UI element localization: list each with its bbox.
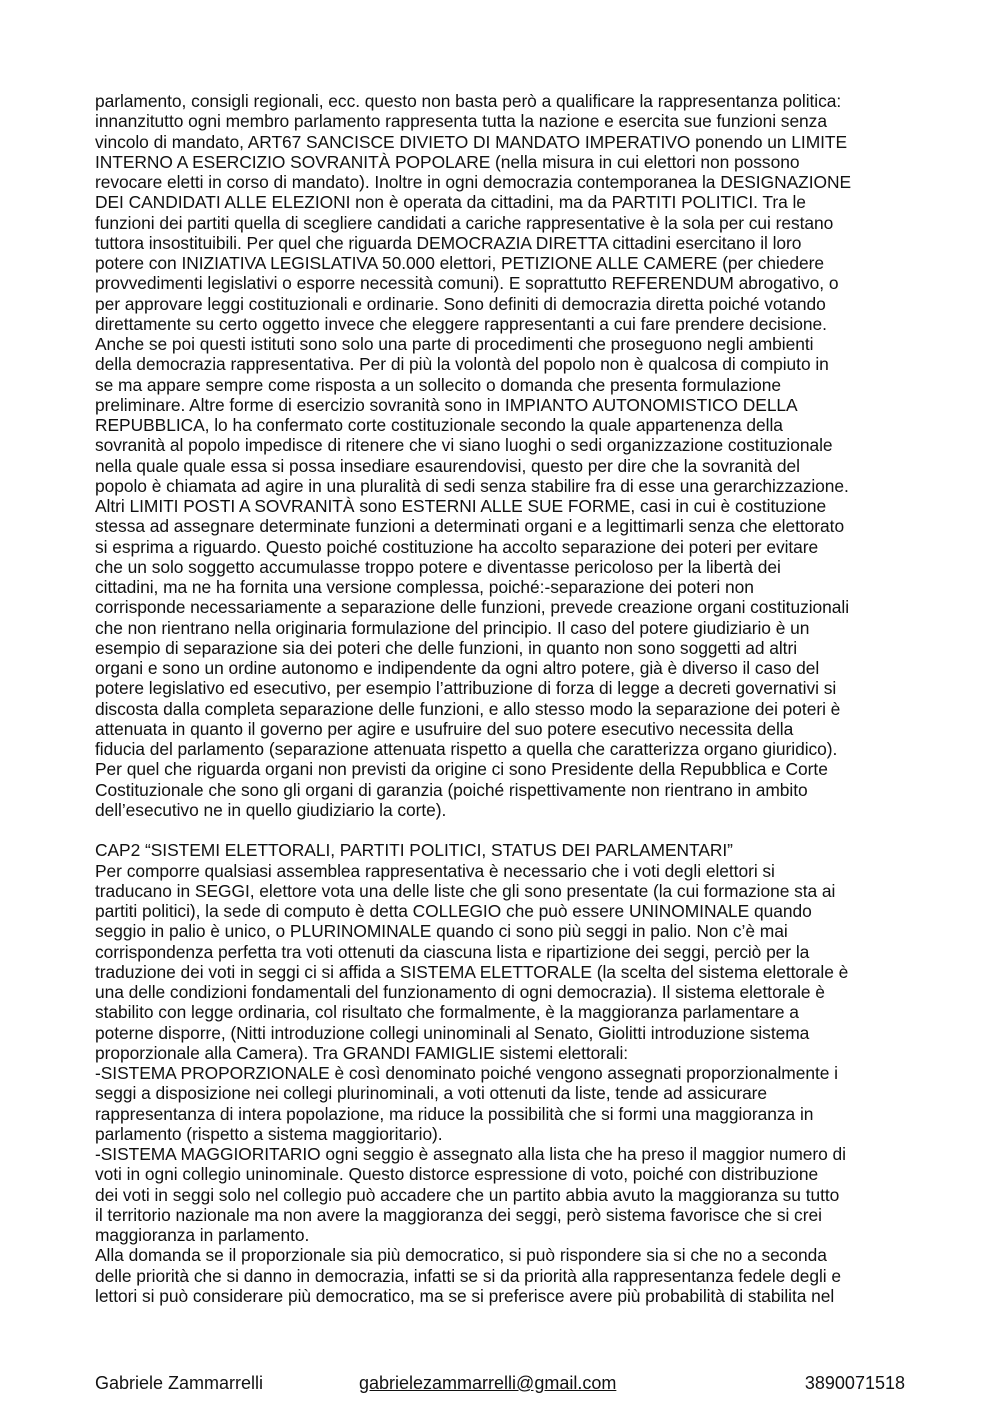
text-line: Per comporre qualsiasi assemblea rappresentativa è necessario che i voti degli elettori si xyxy=(95,860,775,881)
text-line: Costituzionale che sono gli organi di garanzia (poiché rispettivamente non rientrano in ambito xyxy=(95,779,808,800)
text-line: traducano in SEGGI, elettore vota una delle liste che gli sono presentate (la cui formazione sta ai xyxy=(95,880,836,901)
text-line: fiducia del parlamento (separazione attenuata rispetto a quella che caratterizza organo giuridico). xyxy=(95,739,838,759)
text-line: voti in ogni collegio uninominale. Questo distorce espressione di voto, poiché con distribuzione xyxy=(95,1164,819,1185)
text-line: il territorio nazionale ma non avere la maggioranza dei seggi, però sistema favorisce che si crei xyxy=(95,1204,822,1225)
text-line: Anche se poi questi istituti sono solo una parte di procedimenti che proseguono negli ambienti xyxy=(95,334,814,354)
text-line: delle priorità che si danno in democrazia, infatti se si da priorità alla rappresentanza fedele degli e xyxy=(95,1265,841,1286)
text-line: parlamento, consigli regionali, ecc. questo non basta però a qualificare la rappresentanza politica: xyxy=(95,91,842,111)
text-line: parlamento (rispetto a sistema maggioritario). xyxy=(95,1123,443,1144)
text-line: provvedimenti legislativi o esporre necessità comuni). E soprattutto REFERENDUM abrogativo, o xyxy=(95,273,839,294)
text-line: potere legislativo ed esecutivo, per esempio l’attribuzione di forza di legge a decreti governativi si xyxy=(95,678,837,699)
text-line: tuttora insostituibili. Per quel che riguarda DEMOCRAZIA DIRETTA cittadini esercitano il loro xyxy=(95,232,802,253)
text-line: seggi a disposizione nei collegi plurinominali, a voti ottenuti da liste, tende ad assicurare xyxy=(95,1083,768,1104)
text-line: partiti politici), la sede di computo è detta COLLEGIO che può essere UNINOMINALE quando xyxy=(95,901,812,921)
text-line: revocare eletti in corso di mandato). Inoltre in ogni democrazia contemporanea la DESIGNAZIONE xyxy=(95,172,852,192)
text-line: se ma appare sempre come risposta a un sollecito o domanda che presenta formulazione xyxy=(95,374,782,395)
paragraph-sistemi-elettorali xyxy=(95,861,911,1307)
text-line: per approvare leggi costituzionali e ordinarie. Sono definiti di democrazia diretta poiché votando xyxy=(95,293,826,314)
text-line: funzioni dei partiti quella di scegliere candidati a cariche rappresentative è la sola per cui restano xyxy=(95,212,834,233)
text-line: Alla domanda se il proporzionale sia più democratico, si può rispondere sia si che no a seconda xyxy=(95,1245,827,1266)
text-line: che non rientrano nella originaria formulazione del principio. Il caso del potere giudiziario è un xyxy=(95,617,810,638)
text-line: cittadini, ma ne ha fornita una versione complessa, poiché:-separazione dei poteri non xyxy=(95,577,754,597)
text-line: Per quel che riguarda organi non previsti da origine ci sono Presidente della Repubblica e Corte xyxy=(95,759,828,780)
text-line: esempio di separazione sia dei poteri che delle funzioni, in quanto non sono soggetti ad altri xyxy=(95,637,798,658)
text-line: discosta dalla completa separazione delle funzioni, e allo stesso modo la separazione dei poteri è xyxy=(95,698,841,719)
text-line: INTERNO A ESERCIZIO SOVRANITÀ POPOLARE (nella misura in cui elettori non possono xyxy=(95,151,800,172)
text-line: una delle condizioni fondamentali del funzionamento di ogni democrazia). Il sistema elettorale è xyxy=(95,982,825,1002)
text-line: vincolo di mandato, ART67 SANCISCE DIVIETO DI MANDATO IMPERATIVO ponendo un LIMITE xyxy=(95,131,848,152)
text-line: poterne disporre, (Nitti introduzione collegi uninominali al Senato, Giolitti introduzione sistema xyxy=(95,1022,810,1043)
document-body xyxy=(95,91,911,1306)
text-line: REPUBBLICA, lo ha confermato corte costituzionale secondo la quale appartenenza della xyxy=(95,415,783,435)
author-email-link[interactable]: gabrielezammarrelli@gmail.com xyxy=(359,1373,617,1393)
paragraph-sovranita xyxy=(95,91,911,820)
text-line: rappresentanza di intera popolazione, ma riduce la possibilità che si formi una maggioranza in xyxy=(95,1103,814,1124)
text-line: lettori si può considerare più democratico, ma se si preferisce avere più probabilità di stabilita nel xyxy=(95,1285,835,1306)
text-line: Altri LIMITI POSTI A SOVRANITÀ sono ESTERNI ALLE SUE FORME, casi in cui è costituzione xyxy=(95,496,827,516)
page-footer xyxy=(0,1371,1000,1395)
text-line: dei voti in seggi solo nel collegio può accadere che un partito abbia avuto la maggioranza su tutto xyxy=(95,1184,840,1205)
text-line: maggioranza in parlamento. xyxy=(95,1225,310,1245)
text-line: innanzitutto ogni membro parlamento rappresenta tutta la nazione e esercita sue funzioni senza xyxy=(95,111,827,132)
text-line: seggio in palio è unico, o PLURINOMINALE quando ci sono più seggi in palio. Non c’è mai xyxy=(95,921,788,942)
text-line: -SISTEMA PROPORZIONALE è così denominato poiché vengono assegnati proporzionalmente i xyxy=(95,1063,838,1083)
text-line: traduzione dei voti in seggi ci si affida a SISTEMA ELETTORALE (la scelta del sistema elettorale è xyxy=(95,961,849,982)
text-line: attenuata in quanto il governo per agire e usufruire del suo potere esecutivo necessita della xyxy=(95,718,794,739)
chapter-heading: CAP2 “SISTEMI ELETTORALI, PARTITI POLITICI, STATUS DEI PARLAMENTARI” xyxy=(95,840,733,861)
text-line: corrisponde necessariamente a separazione delle funzioni, prevede creazione organi costituzionali xyxy=(95,597,850,618)
paragraph-spacer xyxy=(95,820,911,840)
text-line: stabilito con legge ordinaria, col risultato che formalmente, è la maggioranza parlamentare a xyxy=(95,1002,799,1023)
text-line: nella quale quale essa si possa insediare esaurendovisi, questo per dire che la sovranità del xyxy=(95,455,800,476)
text-line: potere con INIZIATIVA LEGISLATIVA 50.000 elettori, PETIZIONE ALLE CAMERE (per chiedere xyxy=(95,253,824,273)
author-name: Gabriele Zammarrelli xyxy=(95,1373,264,1393)
text-line: dell’esecutivo ne in quello giudiziario la corte). xyxy=(95,799,447,820)
text-line: stessa ad assegnare determinate funzioni a determinati organi e a legittimarli senza che elettorato xyxy=(95,516,845,537)
author-phone: 3890071518 xyxy=(804,1373,905,1393)
text-line: della democrazia rappresentativa. Per di più la volontà del popolo non è qualcosa di compiuto in xyxy=(95,354,829,375)
text-line: popolo è chiamata ad agire in una pluralità di sedi senza stabilire fra di esse una gerarchizzazione. xyxy=(95,475,849,496)
text-line: corrispondenza perfetta tra voti ottenuti da ciascuna lista e ripartizione dei seggi, perciò per la xyxy=(95,941,810,962)
text-line: organi e sono un ordine autonomo e indipendente da ogni altro potere, già è diverso il caso del xyxy=(95,658,820,678)
text-line: proporzionale alla Camera). Tra GRANDI FAMIGLIE sistemi elettorali: xyxy=(95,1042,629,1063)
text-line: DEI CANDIDATI ALLE ELEZIONI non è operata da cittadini, ma da PARTITI POLITICI. Tra le xyxy=(95,192,806,213)
text-line: -SISTEMA MAGGIORITARIO ogni seggio è assegnato alla lista che ha preso il maggior numero di xyxy=(95,1144,846,1164)
text-line: sovranità al popolo impedisce di ritenere che vi siano luoghi o sedi organizzazione costituzionale xyxy=(95,435,833,456)
text-line: si esprima a riguardo. Questo poiché costituzione ha accolto separazione dei poteri per evitare xyxy=(95,536,819,557)
text-line: preliminare. Altre forme di esercizio sovranità sono in IMPIANTO AUTONOMISTICO DELLA xyxy=(95,394,798,415)
text-line: direttamente su certo oggetto invece che eleggere rappresentanti a cui fare prendere decisione. xyxy=(95,313,827,334)
text-line: che un solo soggetto accumulasse troppo potere e diventasse pericoloso per la libertà dei xyxy=(95,556,781,577)
